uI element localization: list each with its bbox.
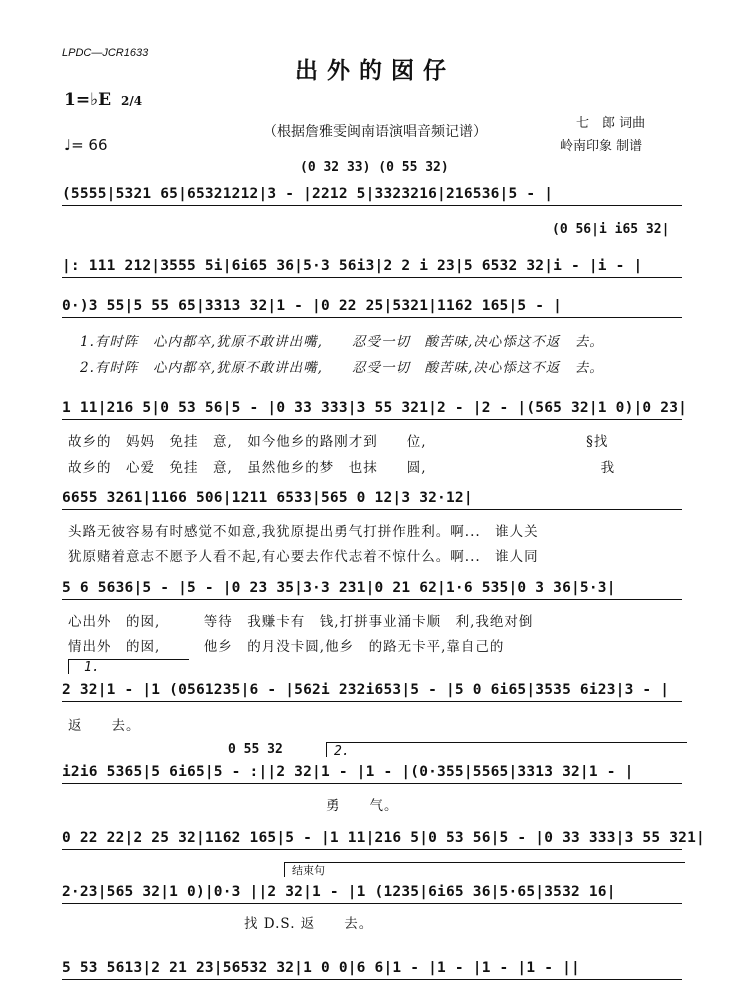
beam-line-1	[62, 205, 682, 206]
lyrics-line-3-verse-2: 2.有时阵 心内都卒,犹原不敢讲出嘴, 忍受一切 酸苦味,决心悿这不返 去。	[80, 360, 604, 376]
volta-1-label: 1.	[84, 660, 100, 675]
key-label: 1=♭E	[64, 90, 112, 110]
lyrics-line-4-verse-2: 故乡的 心爱 免挂 意, 虽然他乡的梦 也抹 圆, 我	[68, 460, 616, 476]
beam-line-3	[62, 317, 682, 318]
lyrics-line-3-verse-1: 1.有时阵 心内都卒,犹原不敢讲出嘴, 忍受一切 酸苦味,决心悿这不返 去。	[80, 334, 604, 350]
key-signature	[64, 90, 142, 110]
notes-line-6: 5 6 5636|5 - |5 - |0 23 35|3·3 231|0 21 62|1·6 535|0 3 36|5·3|	[62, 580, 616, 596]
lyrics-line-10: 找 D.S. 返 去。	[244, 916, 374, 932]
notes-line-5: 6655 3261|1166 506|1211 6533|565 0 12|3 32·12|	[62, 490, 473, 506]
coda-bracket	[284, 862, 685, 877]
volta-2-label: 2.	[334, 744, 350, 759]
beam-line-10	[62, 903, 682, 904]
notes-line-3: 0·)3 55|5 55 65|3313 32|1 - |0 22 25|5321|1162 165|5 - |	[62, 298, 563, 314]
tempo-mark: ♩= 66	[64, 136, 108, 154]
lyrics-line-6-verse-2: 情出外 的囡, 他乡 的月没卡圆,他乡 的路无卡平,靠自己的	[68, 639, 505, 655]
lyrics-line-7: 返 去。	[68, 718, 141, 734]
subtitle: （根据詹雅雯闽南语演唱音频记谱）	[263, 124, 487, 140]
notes-line-9: 0 22 22|2 25 32|1162 165|5 - |1 11|216 5|0 53 56|5 - |0 33 333|3 55 321|	[62, 830, 705, 846]
cue-above-line-8: 0 55 32	[228, 742, 283, 757]
lyrics-line-6-verse-1: 心出外 的囡, 等待 我赚卡有 钱,打拼事业涌卡顺 利,我绝对倒	[68, 614, 534, 630]
beam-line-2	[62, 277, 682, 278]
beam-line-9	[62, 849, 682, 850]
cue-above-line-1: (0 32 33) (0 55 32)	[300, 160, 449, 175]
notes-line-1: (5555|5321 65|65321212|3 - |2212 5|3323216|216536|5 - |	[62, 186, 554, 202]
cue-above-line-2: (0 56|i i65 32|	[552, 222, 670, 237]
beam-line-11	[62, 979, 682, 980]
notes-line-7: 2 32|1 - |1 (0561235|6 - |562i 232i653|5 - |5 0 6i65|3535 6i23|3 - |	[62, 682, 670, 698]
song-title: 出外的囡仔	[295, 57, 455, 84]
notes-line-8: i2i6 5365|5 6i65|5 - :||2 32|1 - |1 - |(0·355|5565|3313 32|1 - |	[62, 764, 634, 780]
time-signature: 2/4	[120, 94, 143, 108]
notes-line-2: |: 111 212|3555 5i|6i65 36|5·3 56i3|2 2 i 23|5 6532 32|i - |i - |	[62, 258, 643, 274]
notes-line-4: 1 11|216 5|0 53 56|5 - |0 33 333|3 55 321|2 - |2 - |(565 32|1 0)|0 23|	[62, 400, 688, 416]
beam-line-7	[62, 701, 682, 702]
credit-arranger: 岭南印象 制谱	[560, 139, 643, 154]
lyrics-line-5-verse-1: 头路无彼容易有时感觉不如意,我犹原提出勇气打拼作胜利。啊... 谁人关	[68, 524, 539, 540]
beam-line-6	[62, 599, 682, 600]
beam-line-5	[62, 509, 682, 510]
beam-line-4	[62, 419, 682, 420]
beam-line-8	[62, 783, 682, 784]
volta-2-bracket	[326, 742, 687, 757]
lyrics-line-8: 勇 气。	[326, 798, 399, 814]
notes-line-11: 5 53 5613|2 21 23|56532 32|1 0 0|6 6|1 - |1 - |1 - |1 - ||	[62, 960, 580, 976]
notes-line-10: 2·23|565 32|1 0)|0·3 ||2 32|1 - |1 (1235|6i65 36|5·65|3532 16|	[62, 884, 616, 900]
lyrics-line-4-verse-1: 故乡的 妈妈 免挂 意, 如今他乡的路刚才到 位, §找	[68, 434, 609, 450]
lyrics-line-5-verse-2: 犹原赌着意志不愿予人看不起,有心要去作代志着不惊什么。啊... 谁人同	[68, 549, 539, 565]
coda-label: 结束句	[292, 864, 325, 877]
catalog-code: LPDC—JCR1633	[62, 47, 149, 59]
credit-lyricist-composer: 七 郎 词曲	[576, 116, 646, 131]
